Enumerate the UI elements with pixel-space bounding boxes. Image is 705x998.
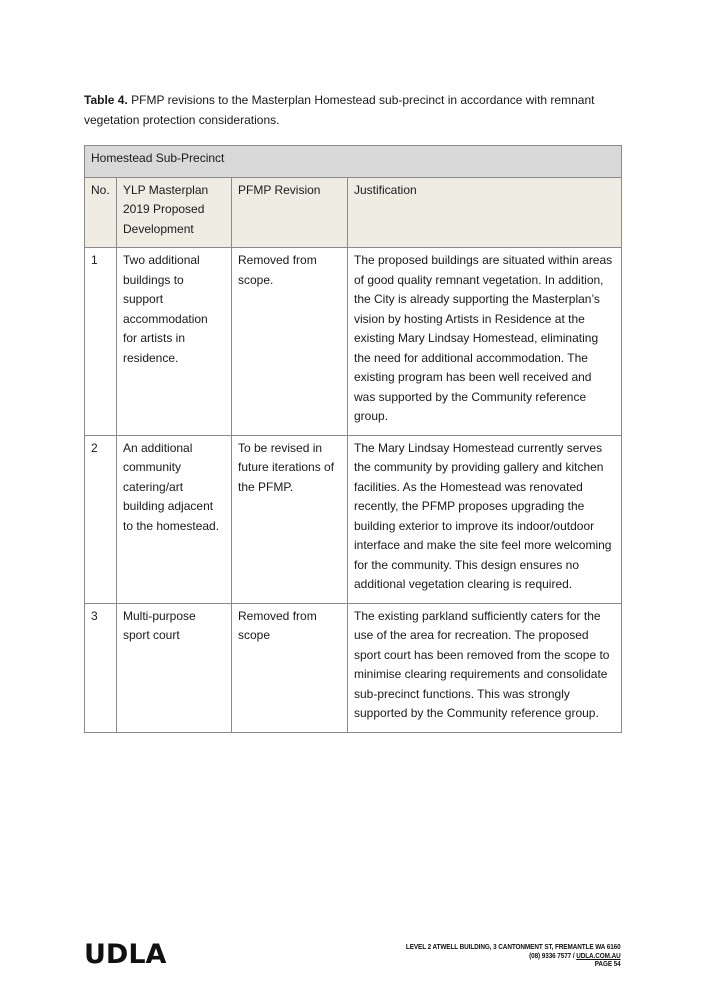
cell-no: 3: [85, 603, 117, 732]
footer-contact: [406, 943, 621, 969]
cell-development: Multi-purpose sport court: [117, 603, 232, 732]
footer-address-line: LEVEL 2 ATWELL BUILDING, 3 CANTONMENT ST, FREMANTLE WA 6160: [406, 942, 621, 951]
cell-development: Two additional buildings to support accommodation for artists in residence.: [117, 248, 232, 436]
udla-logo: UDLA: [84, 939, 167, 970]
cell-justification: The existing parkland sufficiently caters for the use of the area for recreation. The proposed sport court has been removed from the scope to minimise clearing requirements and consolidate sub-precinct functions. This was strongly supported by the Community reference group.: [348, 603, 622, 732]
cell-development: An additional community catering/art building adjacent to the homestead.: [117, 435, 232, 603]
cell-revision: To be revised in future iterations of the PFMP.: [232, 435, 348, 603]
footer-website-link[interactable]: UDLA.COM.AU: [576, 950, 621, 960]
table-row: [85, 435, 622, 603]
homestead-revisions-table: [84, 145, 622, 733]
cell-revision: Removed from scope: [232, 603, 348, 732]
cell-justification: The proposed buildings are situated within areas of good quality remnant vegetation. In addition, the City is already supporting the Masterplan’s vision by hosting Artists in Residence at the existing Mary Lindsay Homestead, eliminating the need for additional accommodation. The existing program has been well received and was supported by the Community reference group.: [348, 248, 622, 436]
table-row: [85, 248, 622, 436]
table-caption-label: Table 4.: [84, 93, 128, 107]
cell-no: 1: [85, 248, 117, 436]
table-section-header-row: [85, 146, 622, 178]
column-header-justification: Justification: [348, 177, 622, 248]
column-header-no: No.: [85, 177, 117, 248]
cell-no: 2: [85, 435, 117, 603]
footer-phone-web-line: [406, 952, 621, 961]
table-caption: [84, 91, 624, 130]
table-caption-text: PFMP revisions to the Masterplan Homestead sub-precinct in accordance with remnant vegetation protection considerations.: [84, 93, 595, 127]
column-header-revision: PFMP Revision: [232, 177, 348, 248]
table-column-header-row: [85, 177, 622, 248]
page-number: PAGE 54: [595, 959, 621, 969]
table-row: [85, 603, 622, 732]
footer-separator: /: [571, 950, 577, 960]
footer-phone: (08) 9336 7577: [529, 950, 572, 960]
section-title: Homestead Sub-Precinct: [85, 146, 622, 178]
cell-revision: Removed from scope.: [232, 248, 348, 436]
cell-justification: The Mary Lindsay Homestead currently serves the community by providing gallery and kitchen facilities. As the Homestead was renovated recently, the PFMP proposes upgrading the building exterior to improve its indoor/outdoor interface and make the site feel more welcoming for the community. This design ensures no additional vegetation clearing is required.: [348, 435, 622, 603]
column-header-development: YLP Masterplan 2019 Proposed Development: [117, 177, 232, 248]
